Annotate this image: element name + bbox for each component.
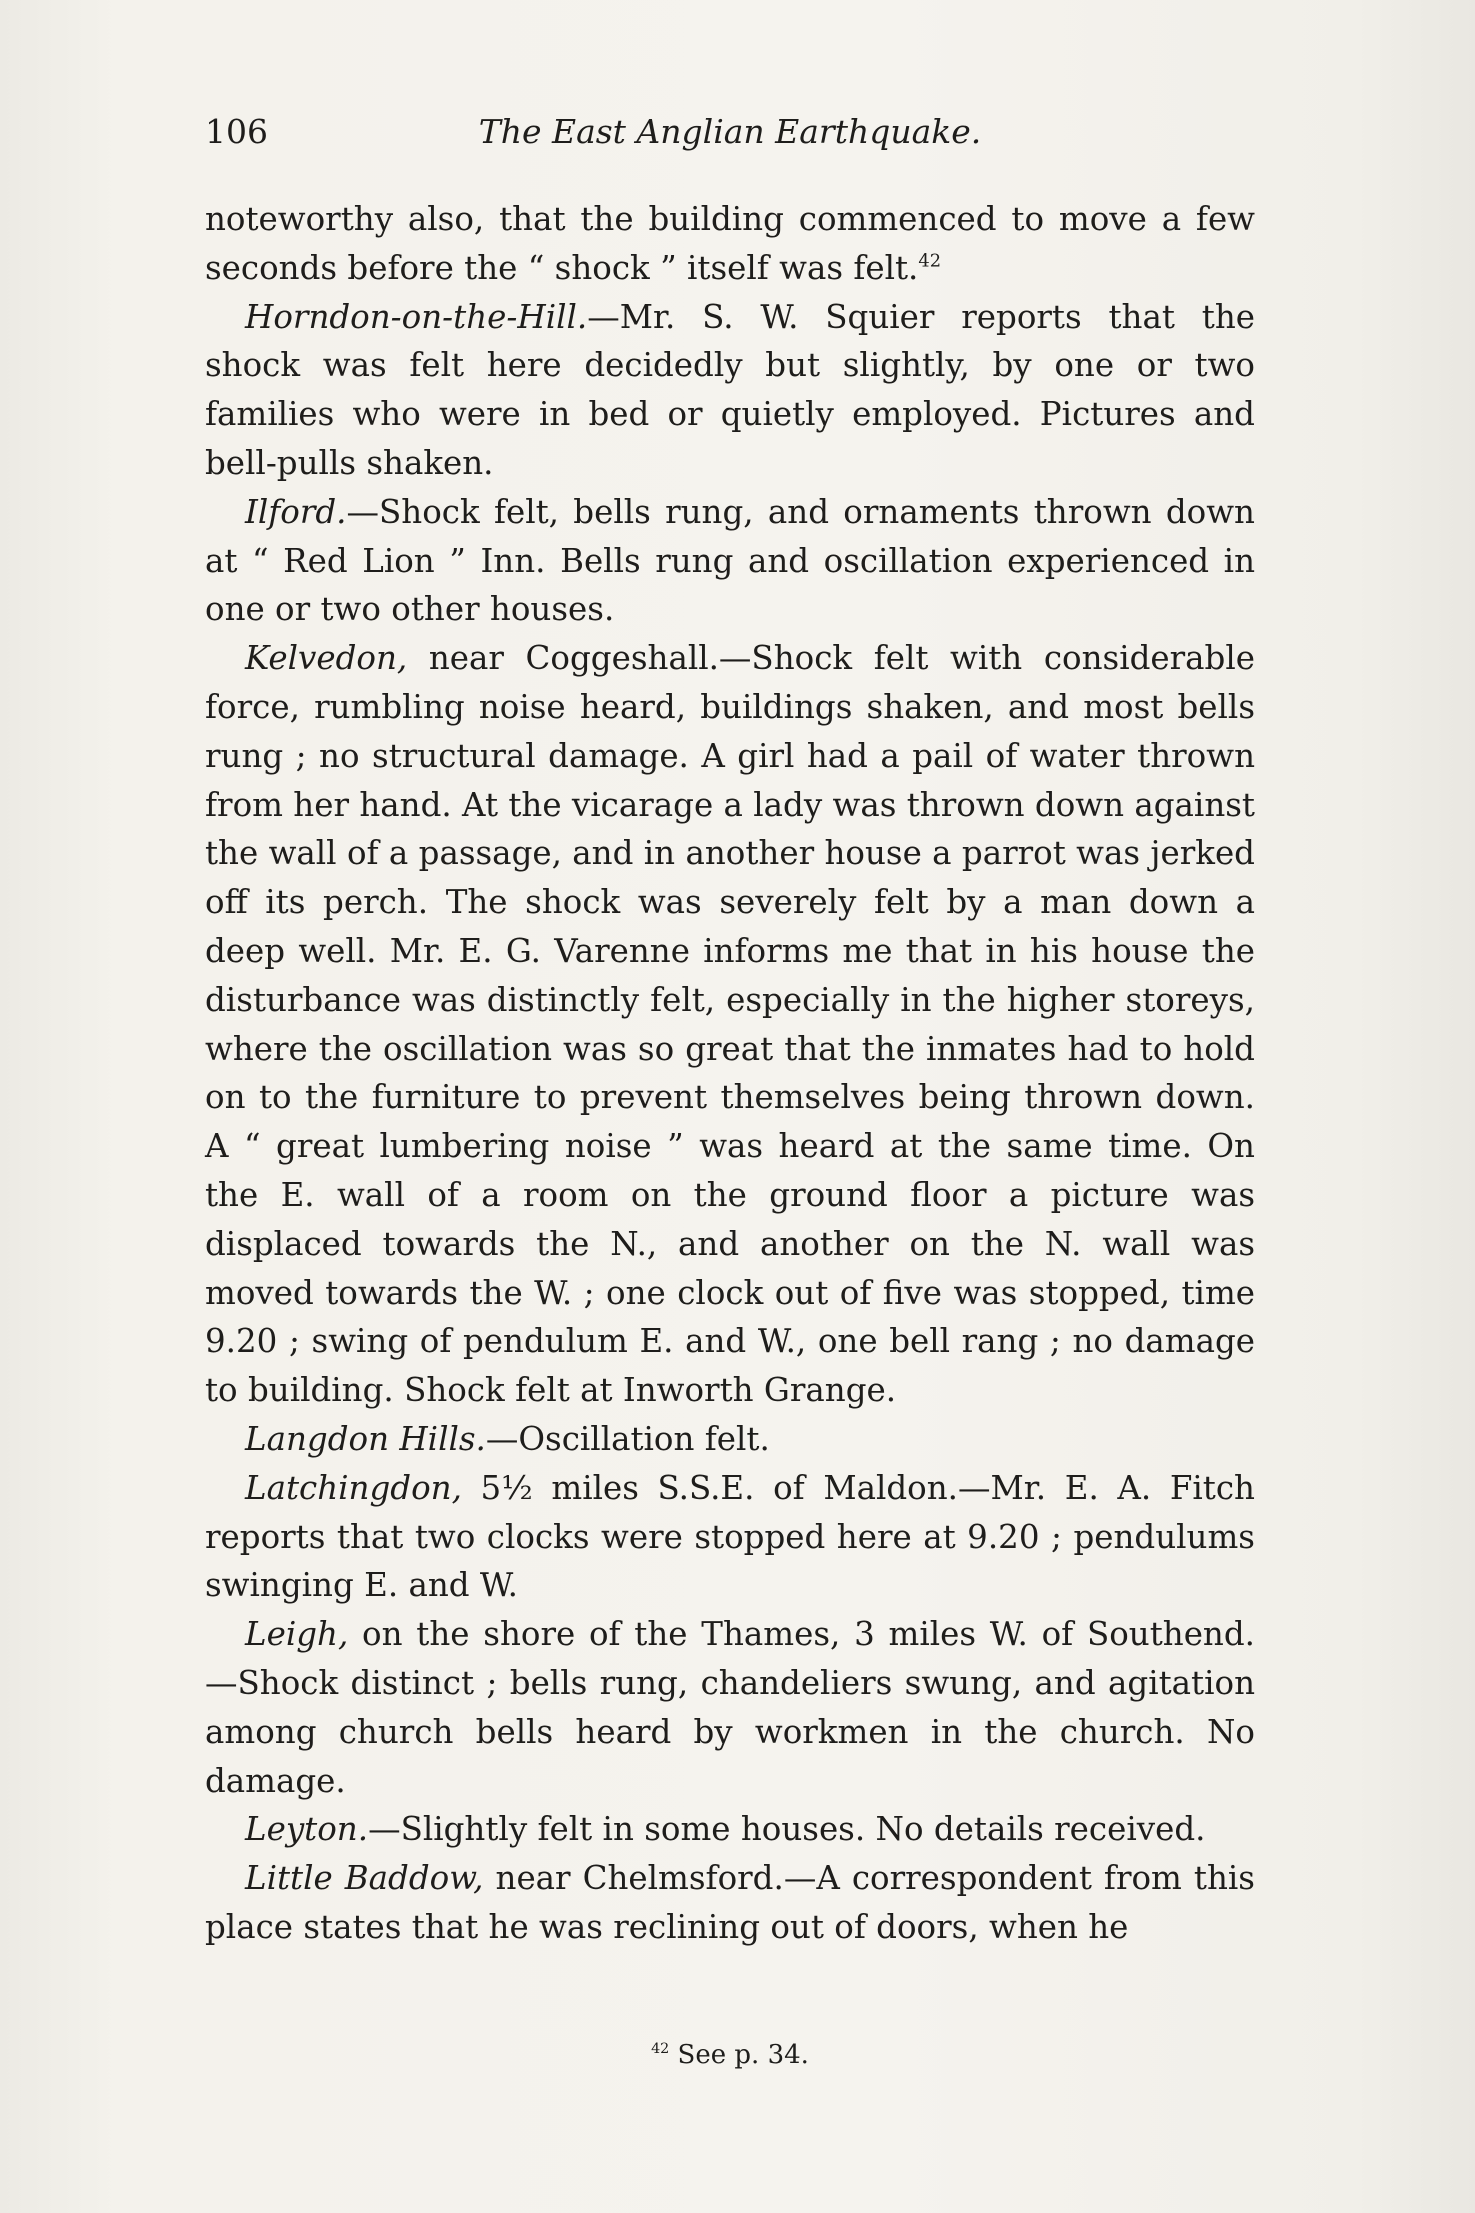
- running-title: The East Anglian Earthquake.: [478, 112, 982, 151]
- paragraph: [205, 1610, 1255, 1805]
- paragraph-text: on the shore of the Thames, 3 miles W. of Southend. —Shock distinct ; bells rung, chandeliers swung, and agitation among church bells heard by workmen in the church. No damage.: [205, 1615, 1255, 1800]
- paragraph-text: near Coggeshall.—Shock felt with considerable force, rumbling noise heard, buildings shaken, and most bells rung ; no structural damage. A girl had a pail of water thrown from her hand. At the vicarage a lady was thrown down against the wall of a passage, and in another house a parrot was jerked off its perch. The shock was severely felt by a man down a deep well. Mr. E. G. Varenne informs me that in his house the disturbance was distinctly felt, especially in the higher storeys, where the oscillation was so great that the inmates had to hold on to the furniture to prevent themselves being thrown down. A “ great lumbering noise ” was heard at the same time. On the E. wall of a room on the ground floor a picture was displaced towards the N., and another on the N. wall was moved towards the W. ; one clock out of five was stopped, time 9.20 ; swing of pendulum E. and W., one bell rang ; no damage to building. Shock felt at Inworth Grange.: [205, 639, 1255, 1410]
- page-number: 106: [205, 112, 268, 151]
- paragraph-text: —Slightly felt in some houses. No details received.: [368, 1810, 1206, 1849]
- paragraph-lead: Kelvedon,: [245, 639, 408, 678]
- paragraph: [205, 1464, 1255, 1610]
- body-text: [205, 195, 1255, 1952]
- paragraph-lead: Ilford.: [245, 492, 347, 531]
- footnote: [205, 2040, 1255, 2070]
- paragraph-text: —Shock felt, bells rung, and ornaments thrown down at “ Red Lion ” Inn. Bells rung and oscillation experienced in one or two other houses.: [205, 492, 1255, 629]
- paragraph-lead: Leyton.: [245, 1810, 369, 1849]
- running-head: [205, 112, 1255, 162]
- paragraph: [205, 488, 1255, 634]
- paragraph-text: —Mr. S. W. Squier reports that the shock was felt here decidedly but slightly, by one or two families who were in bed or quietly employed. Pictures and bell-pulls shaken.: [205, 297, 1255, 482]
- footnote-marker: 42: [651, 2041, 670, 2057]
- paragraph-lead: Leigh,: [245, 1615, 349, 1654]
- paragraph-lead: Little Baddow,: [245, 1859, 484, 1898]
- paragraph-text: noteworthy also, that the building commenced to move a few seconds before the “ shock ” itself was felt.: [205, 200, 1255, 287]
- paragraph: [205, 293, 1255, 488]
- footnote-reference: 42: [918, 250, 942, 272]
- paragraph: [205, 1854, 1255, 1952]
- paragraph-lead: Latchingdon,: [245, 1468, 462, 1507]
- footnote-text: See p. 34.: [669, 2040, 809, 2070]
- paragraph-text: 5½ miles S.S.E. of Maldon.—Mr. E. A. Fitch reports that two clocks were stopped here at 9.20 ; pendulums swinging E. and W.: [205, 1468, 1255, 1605]
- paragraph-text: near Chelmsford.—A correspondent from this place states that he was reclining out of doors, when he: [205, 1859, 1255, 1946]
- paragraph-lead: Horndon-on-the-Hill.: [245, 297, 588, 336]
- paragraph: [205, 195, 1255, 293]
- paragraph: [205, 1415, 1255, 1464]
- paragraph: [205, 634, 1255, 1415]
- paragraph-text: —Oscillation felt.: [485, 1419, 770, 1458]
- paragraph-lead: Langdon Hills.: [245, 1419, 486, 1458]
- paragraph: [205, 1805, 1255, 1854]
